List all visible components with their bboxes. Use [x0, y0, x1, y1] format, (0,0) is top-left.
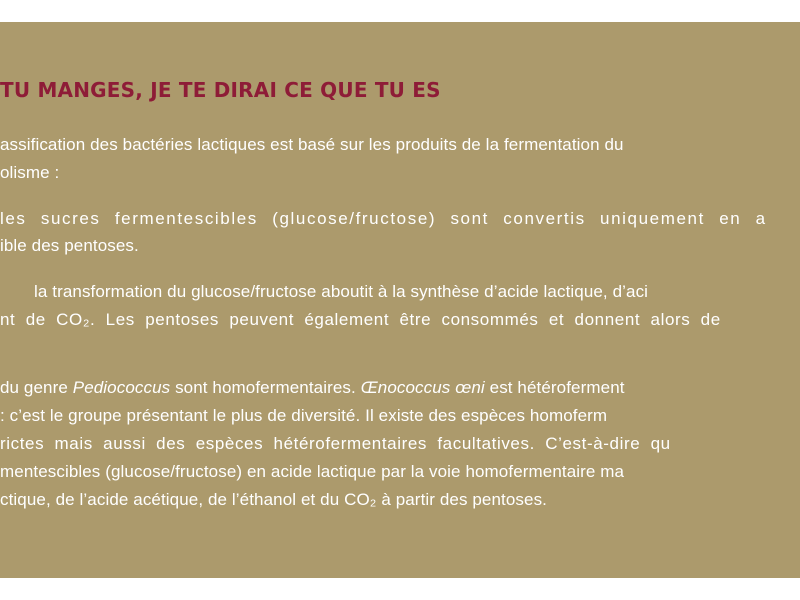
- para4-line1: [0, 378, 625, 398]
- para4-line1-c: est hétéroferment: [484, 378, 625, 397]
- para1-line1: assification des bactéries lactiques est basé sur les produits de la fermentation du: [0, 135, 624, 154]
- pediococcus-italic: Pediococcus: [72, 378, 171, 397]
- para4-line2: : c’est le groupe présentant le plus de diversité. Il existe des espèces homoferm: [0, 406, 608, 425]
- oenococcus-italic: Œnococcus œni: [360, 378, 485, 397]
- para2-line2: ible des pentoses.: [0, 236, 139, 255]
- para4-line3: rictes mais aussi des espèces hétérofermentaires facultatives. C’est-à-dire qu: [0, 434, 671, 453]
- slide-heading: TU MANGES, JE TE DIRAI CE QUE TU ES: [0, 78, 441, 102]
- para4-line1-b: sont homofermentaires.: [170, 378, 361, 397]
- para4-line5: ctique, de l’acide acétique, de l’éthanol et du CO₂ à partir des pentoses.: [0, 490, 547, 509]
- para3-line2: nt de CO₂. Les pentoses peuvent également être consommés et donnent alors de: [0, 310, 721, 329]
- slide-panel: [0, 22, 800, 578]
- para3-line1: la transformation du glucose/fructose aboutit à la synthèse d’acide lactique, d’aci: [34, 282, 649, 301]
- para4-line1-a: du genre: [0, 378, 73, 397]
- para1-line2: olisme :: [0, 163, 60, 182]
- para4-line4: mentescibles (glucose/fructose) en acide lactique par la voie homofermentaire ma: [0, 462, 625, 481]
- para2-line1: les sucres fermentescibles (glucose/fructose) sont convertis uniquement en a: [0, 209, 767, 228]
